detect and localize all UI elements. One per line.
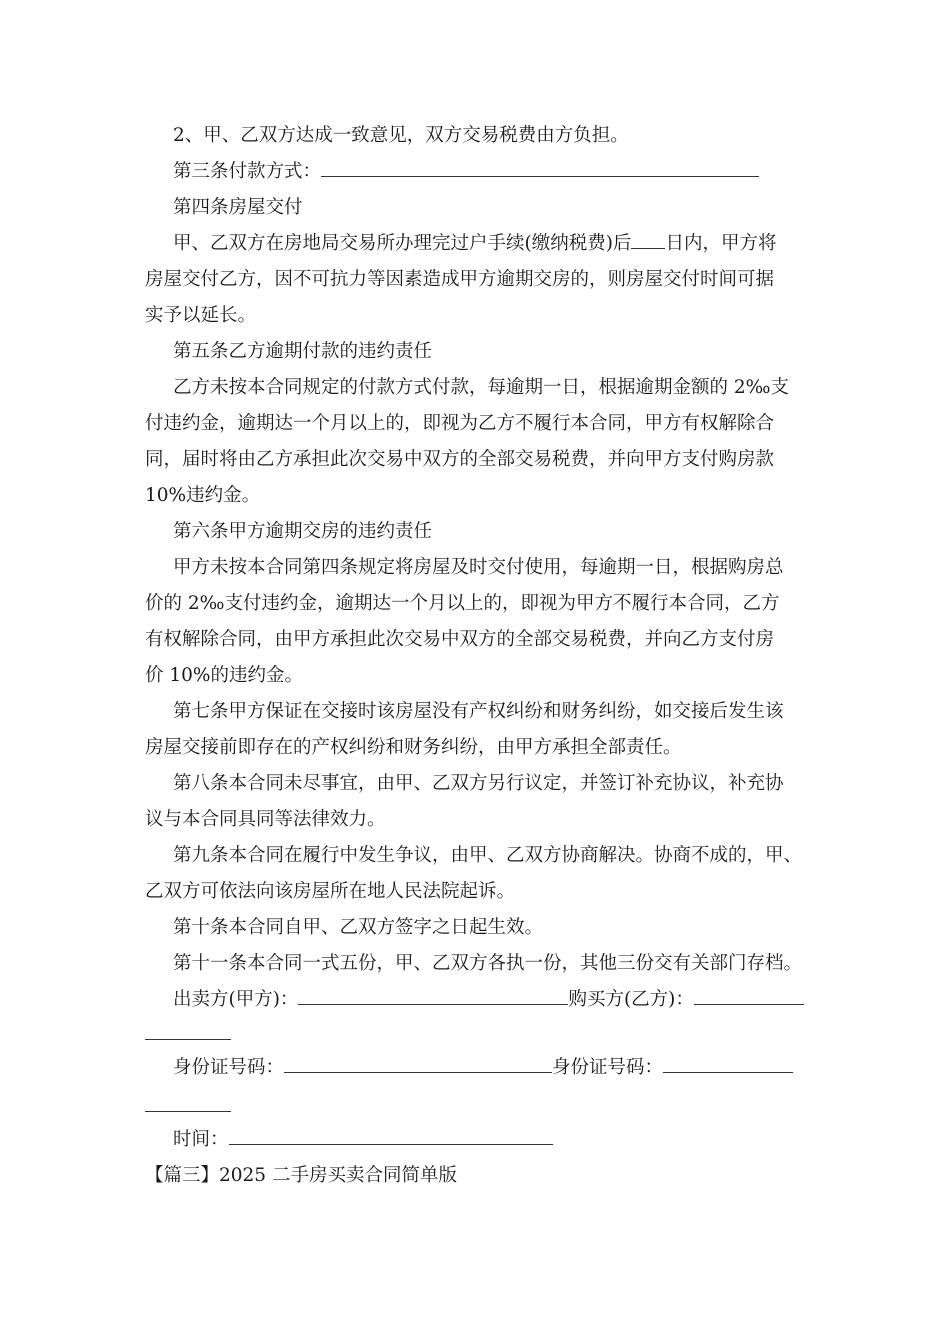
article-4-text-b: 日内，甲方将: [665, 233, 777, 254]
article-6-title: 第六条甲方逾期交房的违约责任: [173, 521, 433, 542]
time-label: 时间：: [173, 1129, 229, 1150]
article-8-line-2: 议与本合同具同等法律效力。: [145, 809, 386, 830]
article-9-line-2: 乙双方可依法向该房屋所在地人民法院起诉。: [145, 881, 516, 902]
article-5-line-1: 乙方未按本合同规定的付款方式付款，每逾期一日，根据逾期金额的 2‰支: [173, 377, 789, 398]
days-blank[interactable]: [631, 230, 665, 249]
buyer-signature-blank[interactable]: [694, 986, 804, 1005]
buyer-signature-blank-continued[interactable]: [145, 1039, 231, 1040]
seller-label: 出卖方(甲方)：: [173, 989, 299, 1010]
seller-id-label: 身份证号码：: [173, 1057, 285, 1078]
article-4-text-a: 甲、乙双方在房地局交易所办理完过户手续(缴纳税费)后: [173, 233, 632, 254]
article-5-line-3: 同，届时将由乙方承担此次交易中双方的全部交易税费，并向甲方支付购房款: [145, 449, 775, 470]
seller-signature-blank[interactable]: [298, 986, 568, 1005]
time-blank[interactable]: [229, 1126, 553, 1145]
article-6-line-4: 价 10%的违约金。: [145, 665, 304, 686]
article-4-title: 第四条房屋交付: [173, 197, 303, 218]
article-9-line-1: 第九条本合同在履行中发生争议，由甲、乙双方协商解决。协商不成的，甲、: [173, 845, 803, 866]
article-11: 第十一条本合同一式五份，甲、乙双方各执一份，其他三份交有关部门存档。: [173, 953, 803, 974]
buyer-id-label: 身份证号码：: [552, 1057, 664, 1078]
article-6-line-2: 价的 2‰支付违约金，逾期达一个月以上的，即视为甲方不履行本合同，乙方: [145, 593, 780, 614]
article-5-line-2: 付违约金，逾期达一个月以上的，即视为乙方不履行本合同，甲方有权解除合: [145, 413, 775, 434]
signature-parties-row: [173, 982, 804, 1018]
article-3-payment: [173, 154, 759, 190]
buyer-label: 购买方(乙方)：: [568, 989, 694, 1010]
payment-method-label: 第三条付款方式：: [173, 161, 322, 182]
article-4-line-1: [173, 226, 776, 262]
paragraph-tax-burden: 2、甲、乙双方达成一致意见，双方交易税费由方负担。: [173, 125, 629, 146]
buyer-id-blank-continued[interactable]: [145, 1111, 231, 1112]
article-7-line-2: 房屋交接前即存在的产权纠纷和财务纠纷，由甲方承担全部责任。: [145, 737, 682, 758]
article-5-title: 第五条乙方逾期付款的违约责任: [173, 341, 433, 362]
section-heading: 【篇三】2025 二手房买卖合同简单版: [145, 1165, 457, 1186]
article-7-line-1: 第七条甲方保证在交接时该房屋没有产权纠纷和财务纠纷，如交接后发生该: [173, 701, 784, 722]
article-4-line-3: 实予以延长。: [145, 305, 257, 326]
seller-id-blank[interactable]: [284, 1054, 552, 1073]
article-6-line-3: 有权解除合同，由甲方承担此次交易中双方的全部交易税费，并向乙方支付房: [145, 629, 775, 650]
article-6-line-1: 甲方未按本合同第四条规定将房屋及时交付使用，每逾期一日，根据购房总: [173, 557, 784, 578]
buyer-id-blank[interactable]: [663, 1054, 793, 1073]
article-4-line-2: 房屋交付乙方，因不可抗力等因素造成甲方逾期交房的，则房屋交付时间可据: [145, 269, 775, 290]
article-5-line-4: 10%违约金。: [145, 485, 261, 506]
article-8-line-1: 第八条本合同未尽事宜，由甲、乙双方另行议定，并签订补充协议，补充协: [173, 773, 784, 794]
time-row: [173, 1122, 553, 1158]
id-number-row: [173, 1050, 793, 1086]
payment-method-blank[interactable]: [321, 158, 759, 177]
article-10: 第十条本合同自甲、乙双方签字之日起生效。: [173, 917, 544, 938]
